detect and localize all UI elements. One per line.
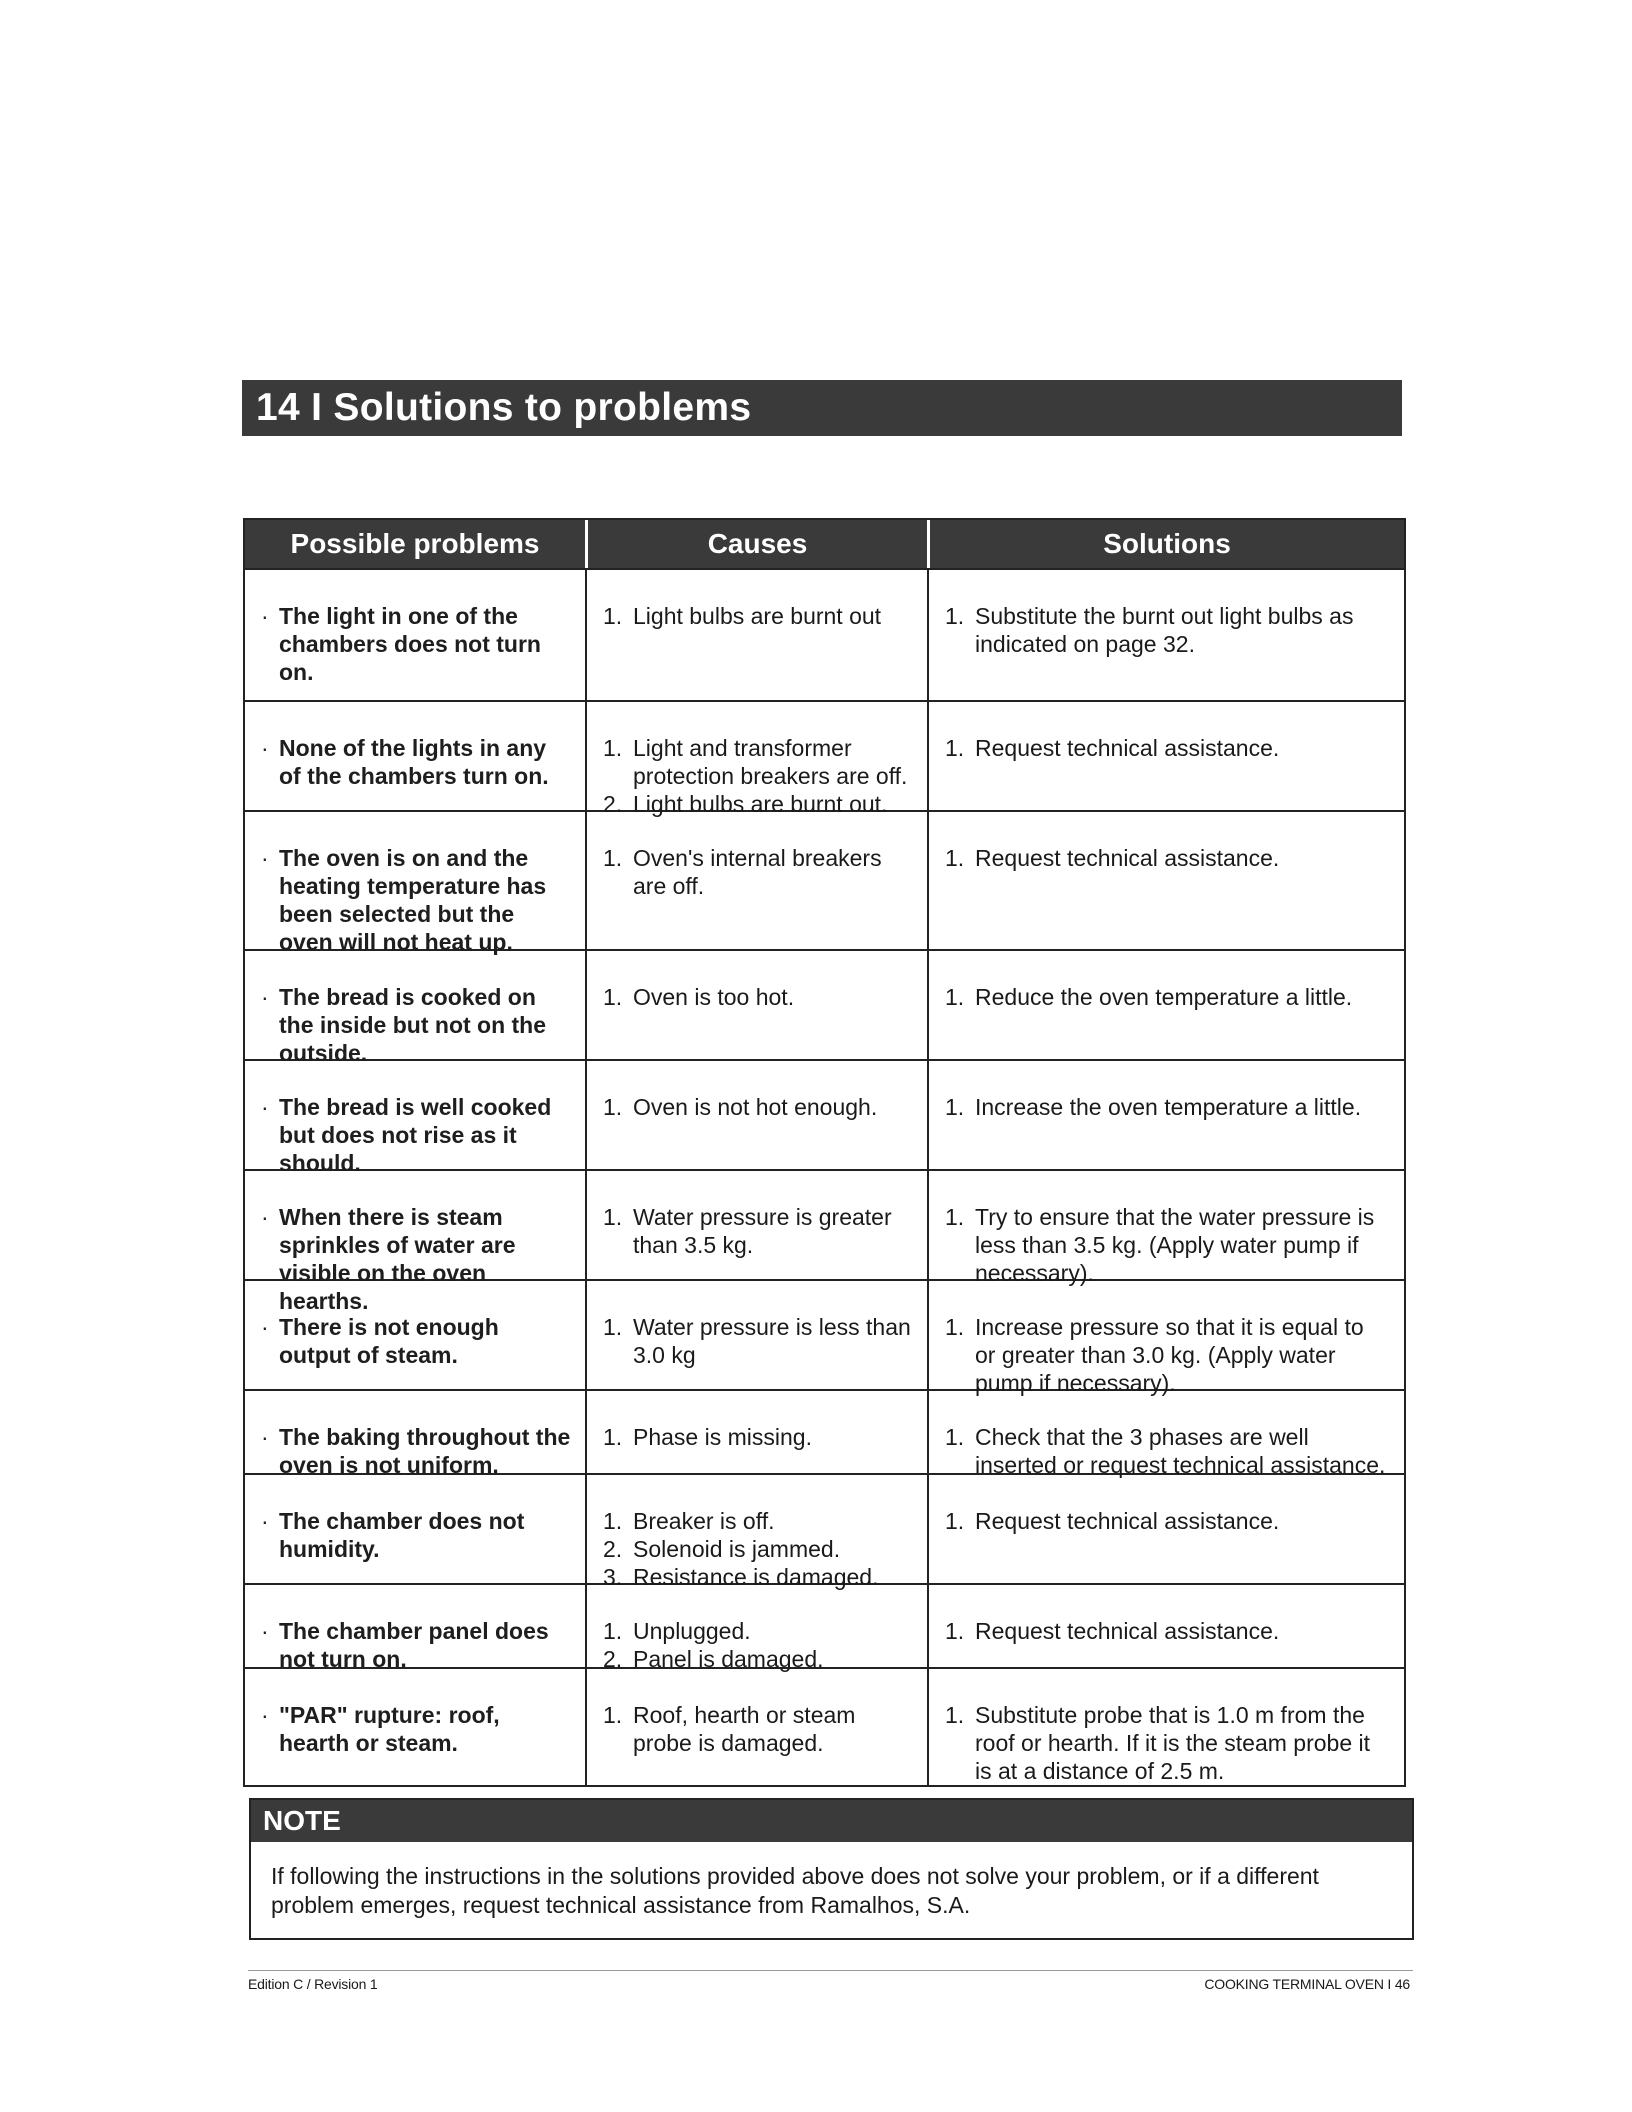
solution-item: 1. Increase pressure so that it is equal to or greater than 3.0 kg. (Apply water pump if necessary). [945,1313,1390,1397]
problem-text: When there is steam sprinkles of water are visible on the oven hearths. [279,1204,516,1314]
solution-item: 1. Request technical assistance. [945,1508,1280,1534]
problem-text: The oven is on and the heating temperature has been selected but the oven will not heat up. [279,845,547,955]
cause-item: 2. Light bulbs are burnt out. [603,791,888,817]
table-row [245,949,1404,1066]
table-row [245,810,1404,955]
problem-text: There is not enough output of steam. [279,1314,499,1368]
bullet-icon: · [261,1314,269,1340]
cause-text: Breaker is off. [633,1508,775,1534]
solution-text: Increase pressure so that it is equal to or greater than 3.0 kg. (Apply water pump if necessary). [975,1314,1364,1396]
solution-cell [927,1669,1404,1785]
cause-item: 1. Light and transformer protection breakers are off. [603,734,913,790]
cause-text: Solenoid is jammed. [633,1536,841,1562]
cause-item: 1. Unplugged. [603,1618,751,1644]
header-problems: Possible problems [290,528,540,559]
table-row [245,1169,1404,1314]
solution-text: Request technical assistance. [975,1508,1280,1534]
solution-text: Request technical assistance. [975,845,1280,871]
note-box [249,1798,1414,1940]
problem-cell [245,1669,585,1785]
section-title: 14 I Solutions to problems [242,380,1402,436]
solution-item: 1. Try to ensure that the water pressure is less than 3.5 kg. (Apply water pump if necessary). [945,1203,1390,1287]
problem-cell [245,1171,585,1314]
solution-text: Try to ensure that the water pressure is less than 3.5 kg. (Apply water pump if necessary). [975,1204,1375,1286]
problem-text: The light in one of the chambers does not turn on. [279,603,541,685]
cause-text: Phase is missing. [633,1424,812,1450]
cause-item: 1. Water pressure is less than 3.0 kg [603,1313,913,1369]
cause-item: 3. Resistance is damaged. [603,1564,879,1590]
cause-text: Oven's internal breakers are off. [633,845,882,899]
solution-item: 1. Substitute the burnt out light bulbs as indicated on page 32. [945,602,1390,658]
solution-item: 1. Request technical assistance. [945,845,1280,871]
solution-cell [927,1281,1404,1396]
cause-cell [585,570,927,700]
cause-cell [585,1171,927,1279]
solution-text: Request technical assistance. [975,735,1280,761]
problem-text: The chamber does not humidity. [279,1508,525,1562]
cause-text: Water pressure is greater than 3.5 kg. [633,1204,892,1258]
bullet-icon: · [261,1094,269,1120]
solution-text: Reduce the oven temperature a little. [975,984,1353,1010]
problem-cell [245,1475,585,1583]
bullet-icon: · [261,984,269,1010]
problem-cell [245,1061,585,1176]
solution-cell [927,1391,1404,1478]
cause-text: Light bulbs are burnt out [633,603,882,629]
solution-cell [927,1585,1404,1667]
solution-text: Substitute probe that is 1.0 m from the roof or hearth. If it is the steam probe it is at a distance of 2.5 m. [975,1702,1371,1784]
note-title: NOTE [251,1800,1412,1842]
bullet-icon: · [261,1508,269,1534]
cause-text: Light bulbs are burnt out. [633,791,888,817]
table-row [245,1059,1404,1176]
cause-text: Oven is too hot. [633,984,795,1010]
bullet-icon: · [261,1424,269,1450]
cause-item: 1. Roof, hearth or steam probe is damaged. [603,1701,913,1757]
solution-item: 1. Reduce the oven temperature a little. [945,984,1353,1010]
cause-text: Unplugged. [633,1618,751,1644]
cause-cell [585,1475,927,1590]
table-row [245,1389,1404,1478]
cause-text: Roof, hearth or steam probe is damaged. [633,1702,856,1756]
solution-cell [927,1475,1404,1583]
cause-text: Water pressure is less than 3.0 kg [633,1314,911,1368]
table-row [245,700,1404,817]
footer-divider [248,1970,1413,1971]
table-header [245,520,1404,568]
bullet-icon: · [261,1618,269,1644]
cause-text: Panel is damaged. [633,1646,824,1672]
problem-cell [245,1391,585,1478]
cause-text: Light and transformer protection breakers are off. [633,735,908,789]
problem-text: None of the lights in any of the chambers turn on. [279,735,549,789]
solution-cell [927,1061,1404,1169]
solution-item: 1. Increase the oven temperature a little. [945,1094,1362,1120]
bullet-icon: · [261,735,269,761]
cause-cell [585,951,927,1059]
bullet-icon: · [261,603,269,629]
cause-item: 1. Phase is missing. [603,1424,812,1450]
table-body [245,568,1404,1785]
problems-table [243,518,1406,1787]
solution-item: 1. Check that the 3 phases are well inserted or request technical assistance. [945,1423,1390,1479]
table-row [245,1279,1404,1396]
cause-item: 2. Panel is damaged. [603,1646,824,1672]
cause-cell [585,1281,927,1389]
cause-text: Resistance is damaged. [633,1564,879,1590]
bullet-icon: · [261,1204,269,1230]
cause-cell [585,702,927,817]
problem-text: The chamber panel does not turn on. [279,1618,549,1672]
solution-text: Check that the 3 phases are well inserted or request technical assistance. [975,1424,1386,1478]
solution-item: 1. Request technical assistance. [945,735,1280,761]
solution-cell [927,951,1404,1059]
solution-cell [927,702,1404,810]
bullet-icon: · [261,845,269,871]
table-row [245,1667,1404,1785]
problem-cell [245,812,585,955]
cause-item: 1. Light bulbs are burnt out [603,603,882,629]
solution-item: 1. Request technical assistance. [945,1618,1280,1644]
bullet-icon: · [261,1702,269,1728]
problem-cell [245,702,585,810]
solution-cell [927,1171,1404,1286]
table-row [245,1583,1404,1672]
problem-cell [245,570,585,700]
problem-text: The baking throughout the oven is not uniform. [279,1424,571,1478]
solution-text: Request technical assistance. [975,1618,1280,1644]
problem-text: The bread is cooked on the inside but not on the outside. [279,984,547,1066]
footer-page: COOKING TERMINAL OVEN I 46 [1204,1976,1410,1992]
problem-cell [245,951,585,1066]
solution-text: Increase the oven temperature a little. [975,1094,1362,1120]
solution-item: 1. Substitute probe that is 1.0 m from the roof or hearth. If it is the steam probe it is at a distance of 2.5 m. [945,1701,1390,1785]
problem-cell [245,1281,585,1389]
cause-item: 1. Breaker is off. [603,1508,775,1534]
cause-item: 1. Water pressure is greater than 3.5 kg. [603,1203,913,1259]
solution-cell [927,812,1404,949]
cause-cell [585,1585,927,1672]
header-causes: Causes [585,520,927,568]
problem-cell [245,1585,585,1672]
cause-item: 1. Oven is too hot. [603,984,795,1010]
table-row [245,568,1404,700]
solution-cell [927,570,1404,700]
problem-text: "PAR" rupture: roof, hearth or steam. [279,1702,500,1756]
cause-cell [585,812,927,949]
cause-item: 1. Oven is not hot enough. [603,1094,878,1120]
table-row [245,1473,1404,1590]
note-text: If following the instructions in the solutions provided above does not solve your problem, or if a different problem emerges, request technical assistance from Ramalhos, S.A. [271,1863,1319,1918]
cause-cell [585,1061,927,1169]
cause-cell [585,1391,927,1473]
footer-edition: Edition C / Revision 1 [248,1976,378,1992]
problem-text: The bread is well cooked but does not rise as it should. [279,1094,552,1176]
cause-item: 1. Oven's internal breakers are off. [603,844,913,900]
cause-cell [585,1669,927,1785]
cause-item: 2. Solenoid is jammed. [603,1536,841,1562]
cause-text: Oven is not hot enough. [633,1094,878,1120]
solution-text: Substitute the burnt out light bulbs as indicated on page 32. [975,603,1354,657]
header-solutions: Solutions [927,520,1404,568]
